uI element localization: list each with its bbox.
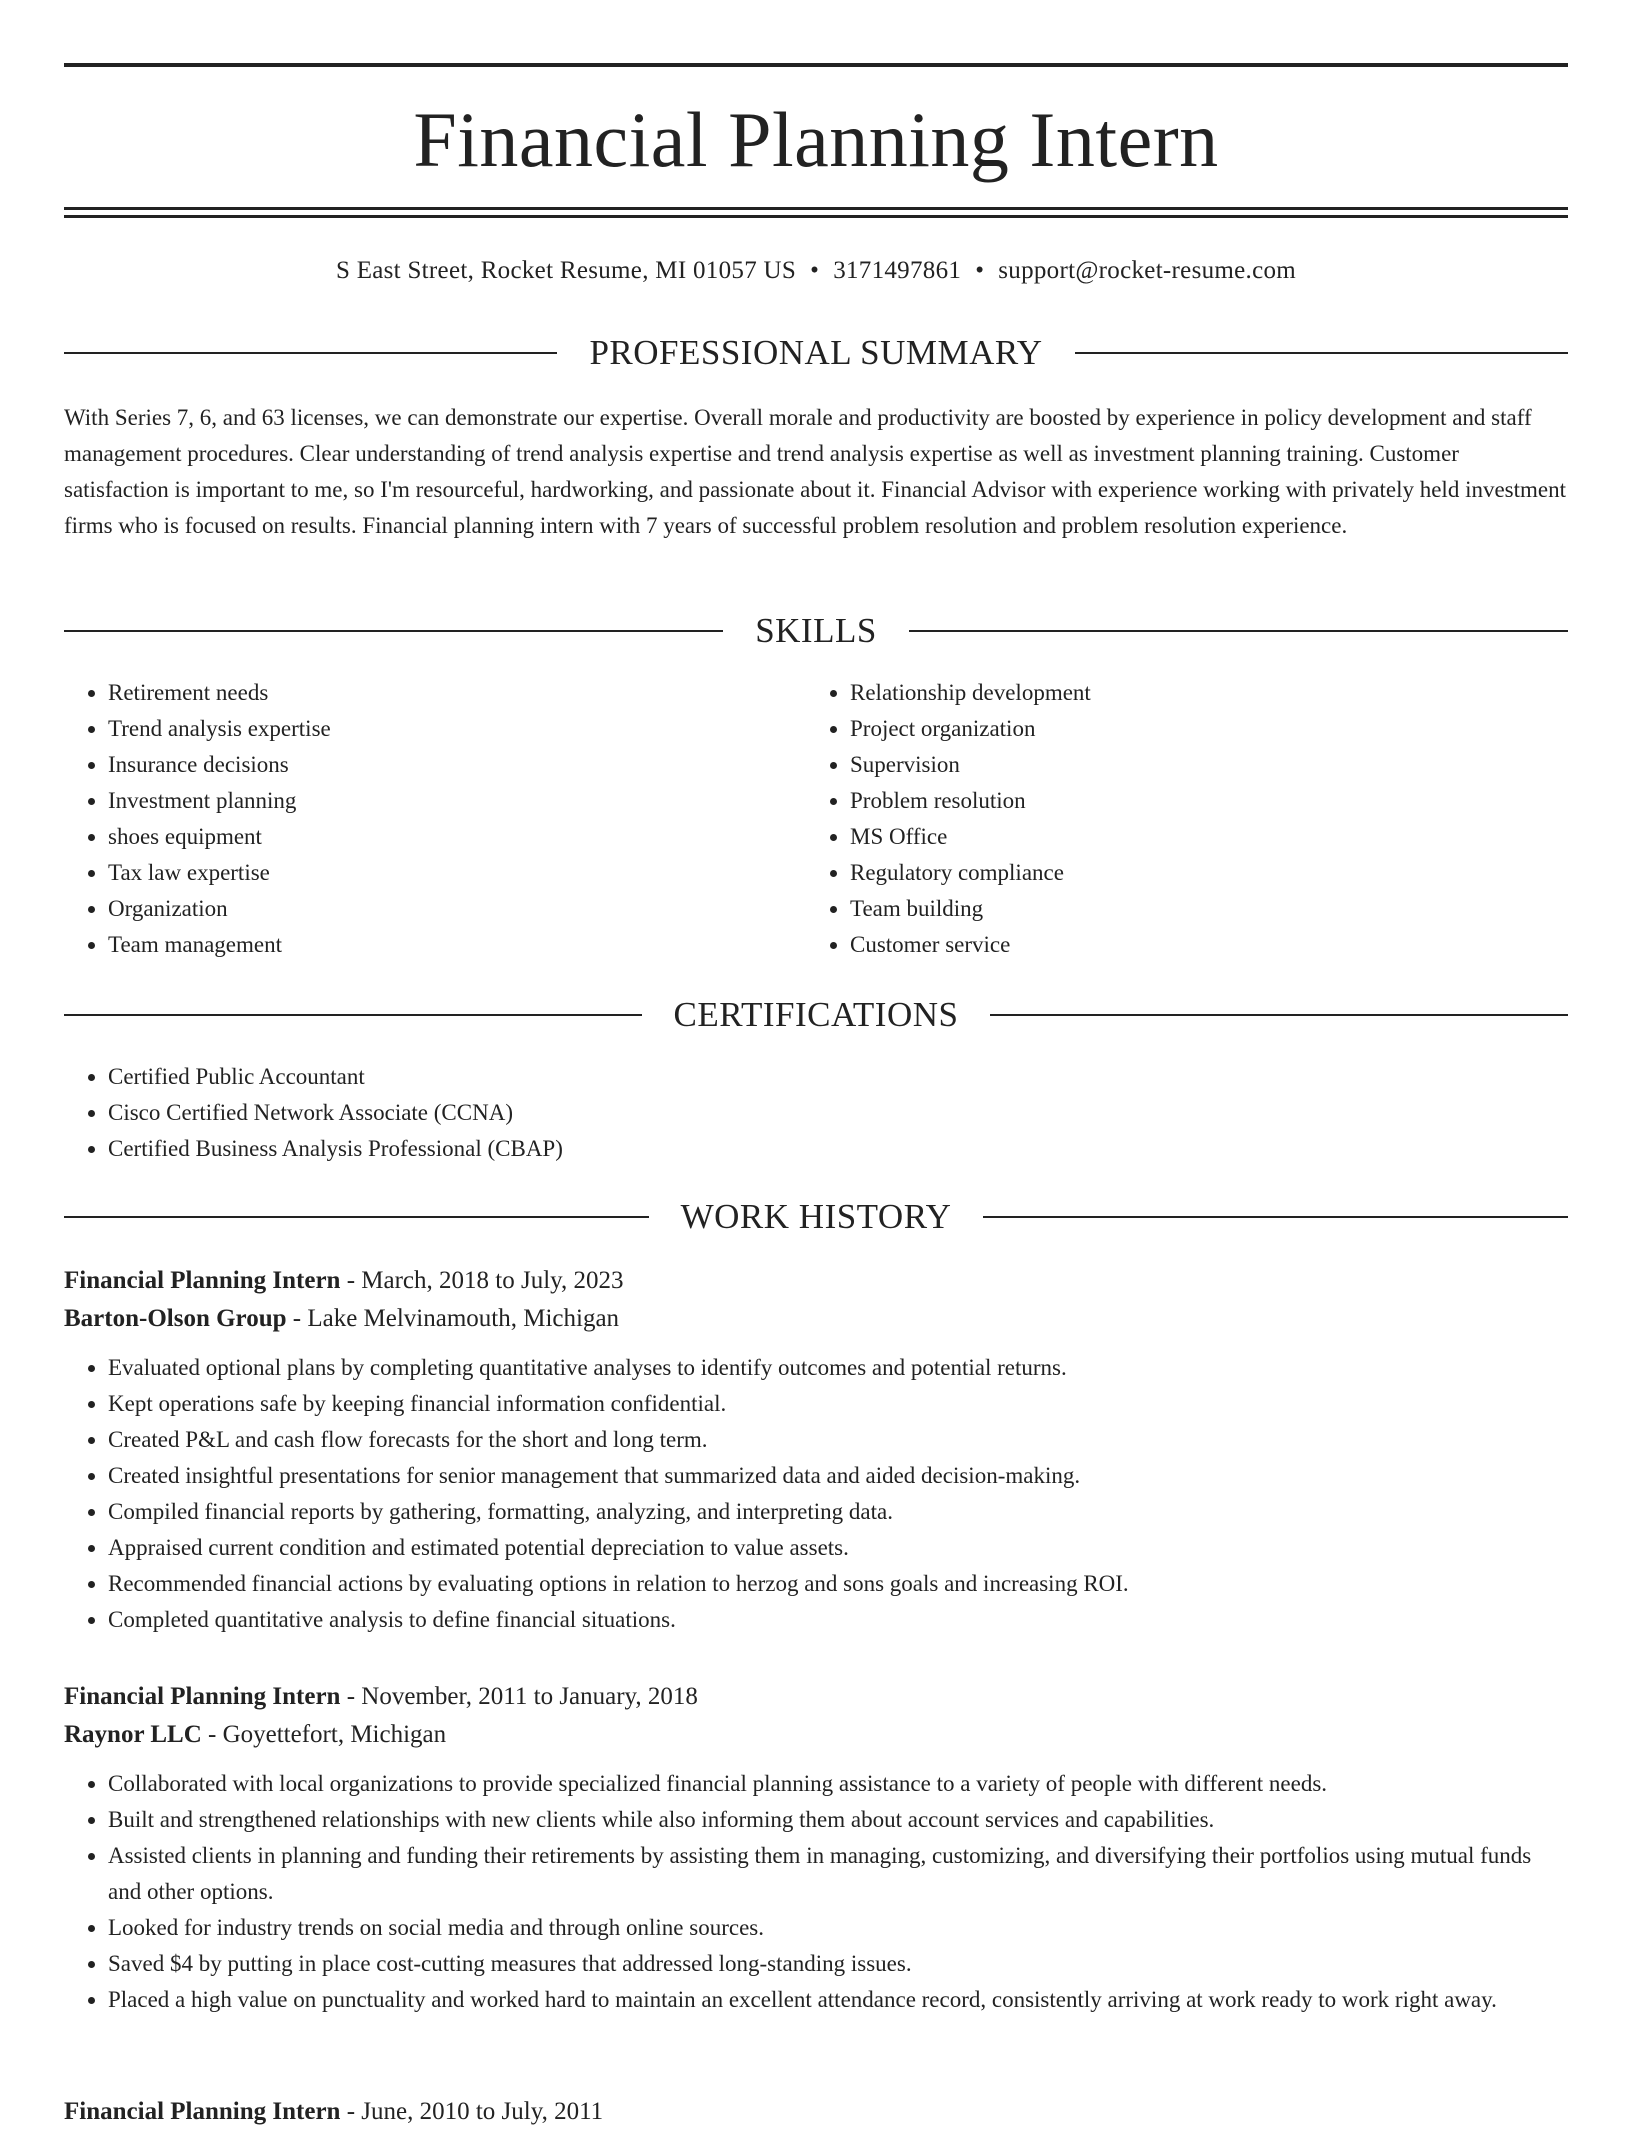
work-history-heading-label: WORK HISTORY <box>680 1197 952 1236</box>
contact-separator: • <box>975 257 985 284</box>
contact-address: S East Street, Rocket Resume, MI 01057 US <box>335 257 797 284</box>
skill-item: • Team building <box>850 891 1550 927</box>
job-entry <box>64 1262 1568 1638</box>
job-title: Financial Planning Intern <box>64 1683 341 1710</box>
job-duty: • Recommended financial actions by evaluating options in relation to herzog and sons goals and increasing ROI. <box>108 1566 1568 1602</box>
skill-item: • Project organization <box>850 711 1550 747</box>
job-duty: • Evaluated optional plans by completing quantitative analyses to identify outcomes and potential returns. <box>108 1350 1568 1386</box>
contact-phone: 3171497861 <box>833 257 962 284</box>
job-title-line <box>64 1262 1568 1300</box>
skill-item: • Team management <box>108 927 808 963</box>
top-rule <box>64 63 1568 67</box>
skill-item: • Regulatory compliance <box>850 855 1550 891</box>
job-title: Financial Planning Intern <box>64 2098 341 2125</box>
job-duty: • Created P&L and cash flow forecasts for the short and long term. <box>108 1422 1568 1458</box>
heading-rule-right <box>990 1014 1568 1016</box>
job-duty: • Looked for industry trends on social media and through online sources. <box>108 1910 1568 1946</box>
job-duties-list <box>64 1766 1568 2018</box>
job-title-line <box>64 1678 1568 1716</box>
skill-item: • Retirement needs <box>108 675 808 711</box>
job-duty: • Compiled financial reports by gathering, formatting, analyzing, and interpreting data. <box>108 1494 1568 1530</box>
job-title: Financial Planning Intern <box>64 1267 341 1294</box>
certification-item: • Cisco Certified Network Associate (CCNA) <box>108 1095 1612 1131</box>
job-location: - Lake Melvinamouth, Michigan <box>286 1305 620 1332</box>
heading-rule-left <box>64 630 723 632</box>
job-dates: - November, 2011 to January, 2018 <box>340 1683 698 1710</box>
resume-title: Financial Planning Intern <box>413 96 1219 183</box>
skill-item: • Supervision <box>850 747 1550 783</box>
heading-rule-right <box>1075 352 1568 354</box>
job-duty: • Built and strengthened relationships with new clients while also informing them about account services and capabilities. <box>108 1802 1568 1838</box>
heading-rule-left <box>64 1014 642 1016</box>
skill-item: • Insurance decisions <box>108 747 808 783</box>
skills-heading-label: SKILLS <box>755 611 877 650</box>
heading-rule-right <box>909 630 1568 632</box>
job-duty: • Kept operations safe by keeping financial information confidential. <box>108 1386 1568 1422</box>
contact-email: support@rocket-resume.com <box>998 257 1297 284</box>
job-dates: - June, 2010 to July, 2011 <box>340 2098 604 2125</box>
certifications-list <box>64 1059 1612 1167</box>
job-duty: • Created insightful presentations for senior management that summarized data and aided decision-making. <box>108 1458 1568 1494</box>
skill-item: • Relationship development <box>850 675 1550 711</box>
skill-item: • Tax law expertise <box>108 855 808 891</box>
job-company-line <box>64 1300 1568 1338</box>
job-company: Barton-Olson Group <box>64 1305 287 1332</box>
heading-rule-right <box>983 1216 1568 1218</box>
skills-list-left <box>64 675 808 963</box>
skills-heading <box>64 609 1568 653</box>
job-company-line <box>64 1716 1568 1754</box>
certification-item: • Certified Business Analysis Professional (CBAP) <box>108 1131 1612 1167</box>
contact-separator: • <box>810 257 820 284</box>
job-title-line <box>64 2093 1568 2131</box>
job-duty: • Completed quantitative analysis to define financial situations. <box>108 1602 1568 1638</box>
job-duty: • Appraised current condition and estimated potential depreciation to value assets. <box>108 1530 1568 1566</box>
heading-rule-left <box>64 1216 649 1218</box>
contact-line <box>64 254 1568 288</box>
skill-item: • Customer service <box>850 927 1550 963</box>
job-duties-list <box>64 1350 1568 1638</box>
heading-rule-left <box>64 352 557 354</box>
skill-item: • Trend analysis expertise <box>108 711 808 747</box>
certification-item: • Certified Public Accountant <box>108 1059 1612 1095</box>
skill-item: • Investment planning <box>108 783 808 819</box>
job-duty: • Saved $4 by putting in place cost-cutting measures that addressed long-standing issues. <box>108 1946 1568 1982</box>
job-duty: • Assisted clients in planning and funding their retirements by assisting them in managing, customizing, and diversifying their portfolios using mutual funds and other options. <box>108 1838 1568 1910</box>
work-history-heading <box>64 1195 1568 1239</box>
summary-text: With Series 7, 6, and 63 licenses, we can demonstrate our expertise. Overall morale and productivity are boosted by experience in policy development and staff management procedures. Clear understanding of trend analysis expertise and trend analysis expertise as well as investment planning training. Customer satisfaction is important to me, so I'm resourceful, hardworking, and passionate about it. Financial Advisor with experience working with privately held investment firms who is focused on results. Financial planning intern with 7 years of successful problem resolution and problem resolution experience. <box>64 405 1566 538</box>
summary-heading-label: PROFESSIONAL SUMMARY <box>589 333 1043 372</box>
job-location: - Goyettefort, Michigan <box>201 1721 447 1748</box>
job-entry <box>64 2093 1568 2131</box>
skill-item: • Problem resolution <box>850 783 1550 819</box>
job-duty: • Placed a high value on punctuality and worked hard to maintain an excellent attendance record, consistently arriving at work ready to work right away. <box>108 1982 1568 2018</box>
job-entry <box>64 1678 1568 2018</box>
skill-item: • Organization <box>108 891 808 927</box>
certifications-heading <box>64 993 1568 1037</box>
summary-heading <box>64 331 1568 375</box>
job-company: Raynor LLC <box>64 1721 202 1748</box>
title-double-rule <box>64 207 1568 218</box>
skills-list-right <box>806 675 1550 963</box>
skill-item: • shoes equipment <box>108 819 808 855</box>
job-duty: • Collaborated with local organizations to provide specialized financial planning assistance to a variety of people with different needs. <box>108 1766 1568 1802</box>
job-dates: - March, 2018 to July, 2023 <box>340 1267 624 1294</box>
skill-item: • MS Office <box>850 819 1550 855</box>
certifications-heading-label: CERTIFICATIONS <box>673 995 959 1034</box>
